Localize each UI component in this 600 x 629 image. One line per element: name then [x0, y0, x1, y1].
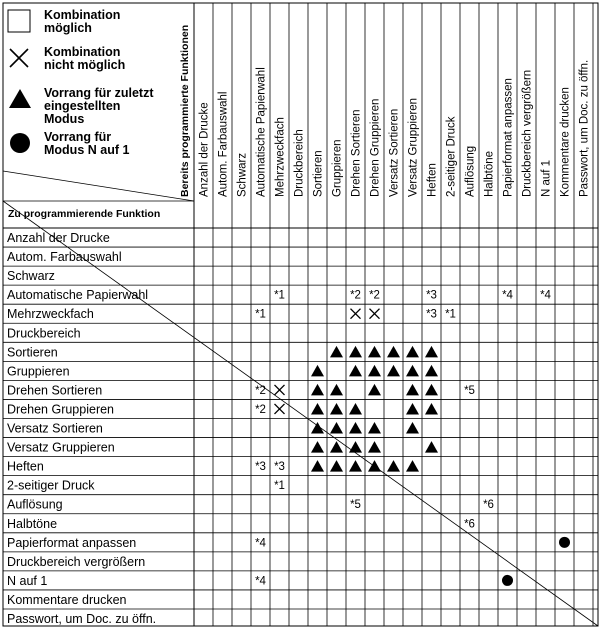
triangle-icon — [387, 460, 400, 472]
column-label-n-auf-1: N auf 1 — [540, 159, 553, 197]
triangle-icon — [406, 346, 419, 358]
triangle-icon — [406, 384, 419, 396]
column-label-drehen-sortieren: Drehen Sortieren — [350, 109, 363, 197]
triangle-icon — [368, 422, 381, 434]
note-marker: *4 — [502, 289, 513, 302]
triangle-icon — [368, 460, 381, 472]
matrix-cells — [255, 290, 570, 588]
column-label-mehrzweckfach: Mehrzweckfach — [274, 117, 287, 197]
note-marker: *2 — [255, 384, 266, 397]
legend-item-2 — [10, 45, 125, 72]
legend-item-1 — [8, 8, 120, 35]
triangle-icon — [425, 441, 438, 453]
note-marker: *2 — [369, 289, 380, 302]
row-label-automatische-papierwahl: Automatische Papierwahl — [7, 288, 149, 303]
triangle-icon — [406, 403, 419, 415]
note-marker: *5 — [350, 499, 361, 512]
cross-icon — [351, 309, 361, 319]
note-marker: *3 — [274, 461, 285, 474]
note-marker: *5 — [464, 384, 475, 397]
column-label-aufloesung: Auflösung — [464, 145, 477, 197]
cross-icon — [275, 385, 285, 395]
column-label-kommentare-drucken: Kommentare drucken — [559, 87, 572, 197]
triangle-icon — [330, 460, 343, 472]
triangle-icon — [349, 365, 362, 377]
triangle-icon — [311, 384, 324, 396]
row-label-heften: Heften — [7, 459, 44, 474]
legend-label-line: möglich — [44, 21, 92, 35]
to-program-function-label: Zu programmierende Funktion — [8, 208, 161, 220]
column-label-autom-farbauswahl: Autom. Farbauswahl — [217, 91, 230, 197]
column-labels — [199, 60, 591, 197]
row-label-halbtoene: Halbtöne — [7, 516, 58, 531]
triangle-icon — [406, 422, 419, 434]
triangle-icon — [425, 346, 438, 358]
triangle-icon — [425, 403, 438, 415]
row-label-druckbereich-vergroessern: Druckbereich vergrößern — [7, 554, 146, 569]
cross-icon — [275, 404, 285, 414]
column-label-versatz-sortieren: Versatz Sortieren — [388, 108, 401, 197]
row-label-kommentare-drucken: Kommentare drucken — [7, 592, 127, 607]
circle-icon — [559, 537, 570, 548]
triangle-icon — [9, 89, 31, 108]
column-label-anzahl-der-drucke: Anzahl der Drucke — [198, 102, 211, 197]
programmed-functions-label: Bereits programmierte Funktionen — [179, 24, 191, 197]
triangle-icon — [368, 384, 381, 396]
legend-label-line: eingestellten — [44, 99, 121, 113]
column-label-2-seitiger-druck: 2-seitiger Druck — [445, 116, 458, 197]
row-label-n-auf-1: N auf 1 — [7, 573, 48, 588]
triangle-icon — [349, 422, 362, 434]
triangle-icon — [330, 384, 343, 396]
legend-label-line: Modus — [44, 112, 85, 126]
note-marker: *4 — [540, 289, 551, 302]
triangle-icon — [330, 346, 343, 358]
triangle-icon — [311, 403, 324, 415]
row-label-schwarz: Schwarz — [7, 269, 55, 284]
column-label-sortieren: Sortieren — [312, 150, 325, 197]
note-marker: *1 — [274, 480, 285, 493]
triangle-icon — [368, 346, 381, 358]
triangle-icon — [349, 346, 362, 358]
note-marker: *3 — [426, 308, 437, 321]
triangle-icon — [349, 441, 362, 453]
triangle-icon — [368, 441, 381, 453]
row-label-aufloesung: Auflösung — [7, 497, 63, 512]
circle-icon — [10, 133, 30, 153]
column-label-automatische-papierwahl: Automatische Papierwahl — [255, 67, 268, 197]
legend-item-4 — [10, 130, 129, 157]
row-label-drehen-sortieren: Drehen Sortieren — [7, 383, 103, 398]
column-label-heften: Heften — [426, 163, 439, 197]
triangle-icon — [311, 441, 324, 453]
row-label-anzahl-der-drucke: Anzahl der Drucke — [7, 231, 110, 245]
note-marker: *1 — [445, 308, 456, 321]
row-label-2-seitiger-druck: 2-seitiger Druck — [7, 478, 95, 493]
box-icon — [8, 10, 30, 32]
note-marker: *4 — [255, 575, 266, 588]
legend-label-line: Vorrang für zuletzt — [44, 86, 154, 100]
triangle-icon — [387, 346, 400, 358]
legend-label-line: nicht möglich — [44, 58, 126, 72]
note-marker: *2 — [255, 403, 266, 416]
note-marker: *3 — [426, 289, 437, 302]
row-label-mehrzweckfach: Mehrzweckfach — [7, 307, 94, 322]
legend-label-line: Kombination — [44, 8, 121, 22]
column-label-gruppieren: Gruppieren — [331, 139, 344, 197]
column-label-passwort-um-doc-zu-oeffn: Passwort, um Doc. zu öffn. — [578, 59, 591, 197]
row-label-drehen-gruppieren: Drehen Gruppieren — [7, 402, 115, 417]
column-label-halbtoene: Halbtöne — [483, 150, 496, 197]
note-marker: *6 — [464, 518, 475, 531]
row-label-sortieren: Sortieren — [7, 345, 58, 360]
legend-item-3 — [9, 86, 154, 126]
cross-icon — [10, 49, 28, 67]
triangle-icon — [349, 460, 362, 472]
triangle-icon — [368, 365, 381, 377]
circle-icon — [502, 575, 513, 586]
note-marker: *1 — [274, 289, 285, 302]
triangle-icon — [349, 403, 362, 415]
row-labels — [7, 231, 156, 626]
row-label-gruppieren: Gruppieren — [7, 364, 70, 379]
triangle-icon — [425, 365, 438, 377]
column-label-versatz-gruppieren: Versatz Gruppieren — [407, 97, 420, 197]
note-marker: *3 — [255, 461, 266, 474]
row-label-papierformat-anpassen: Papierformat anpassen — [7, 535, 137, 550]
note-marker: *6 — [483, 499, 494, 512]
legend-label-line: Kombination — [44, 45, 121, 59]
note-marker: *1 — [255, 308, 266, 321]
note-marker: *4 — [255, 537, 266, 550]
legend — [8, 8, 154, 157]
triangle-icon — [406, 365, 419, 377]
column-label-druckbereich: Druckbereich — [293, 129, 306, 197]
row-label-autom-farbauswahl: Autom. Farbauswahl — [7, 250, 122, 265]
note-marker: *2 — [350, 289, 361, 302]
column-label-druckbereich-vergroessern: Druckbereich vergrößern — [521, 69, 534, 197]
cross-icon — [370, 309, 380, 319]
column-label-papierformat-anpassen: Papierformat anpassen — [502, 78, 515, 197]
triangle-icon — [387, 365, 400, 377]
triangle-icon — [311, 365, 324, 377]
triangle-icon — [311, 460, 324, 472]
header-diagonal — [3, 171, 194, 201]
column-label-drehen-gruppieren: Drehen Gruppieren — [369, 98, 382, 197]
row-label-versatz-sortieren: Versatz Sortieren — [7, 421, 103, 436]
triangle-icon — [330, 422, 343, 434]
column-label-schwarz: Schwarz — [236, 152, 249, 197]
triangle-icon — [406, 460, 419, 472]
triangle-icon — [330, 403, 343, 415]
row-label-druckbereich: Druckbereich — [7, 326, 81, 341]
triangle-icon — [311, 422, 324, 434]
triangle-icon — [425, 384, 438, 396]
legend-label-line: Vorrang für — [44, 130, 112, 144]
legend-label-line: Modus N auf 1 — [44, 143, 130, 157]
row-label-versatz-gruppieren: Versatz Gruppieren — [7, 440, 115, 455]
row-label-passwort-um-doc-zu-oeffn: Passwort, um Doc. zu öffn. — [7, 612, 157, 626]
